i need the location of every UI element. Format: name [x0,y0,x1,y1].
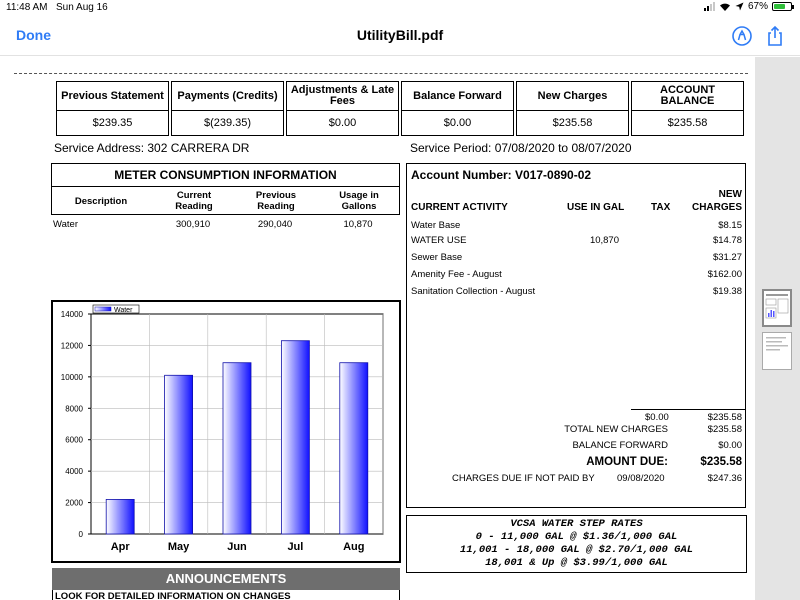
header-charges: CHARGES [691,202,742,213]
summary-value-balance-forward: $0.00 [401,110,514,136]
chart-canvas [53,302,399,561]
amount-due-label: AMOUNT DUE: [586,456,668,468]
meter-header-current-reading: Current Reading [175,190,213,212]
markup-pen-icon[interactable] [730,24,754,48]
x-tick-label: May [167,541,190,553]
status-bar [0,0,800,16]
charge-usage: 10,870 [589,235,619,246]
meter-row-usage: 10,870 [343,219,373,230]
navigation-bar [0,16,800,56]
service-address: Service Address: 302 CARRERA DR [54,141,250,155]
total-new-charges-value: $235.58 [707,424,742,435]
subtotal-divider [631,409,746,410]
y-tick-label: 12000 [60,341,83,351]
bar [106,499,134,534]
statement-summary-table [54,81,746,136]
page-thumbnail-preview-icon [764,291,790,325]
meter-header-previous-reading: Previous Reading [255,190,297,212]
charge-row [411,252,745,266]
account-activity-box [406,163,746,508]
summary-value-payments: $(239.35) [171,110,284,136]
bar [281,341,309,534]
charge-description: Sewer Base [411,252,463,263]
total-new-charges-label: TOTAL NEW CHARGES [564,424,668,435]
meter-header-usage: Usage in Gallons [339,190,379,212]
rates-line: 0 - 11,000 GAL @ $1.36/1,000 GAL [475,531,678,543]
wifi-icon [719,2,731,12]
late-charges-date: 09/08/2020 [617,473,665,484]
subtotal-amount: $235.58 [707,412,742,423]
status-indicators [704,1,792,12]
charge-amount: $14.78 [712,235,742,246]
page-thumbnail-2[interactable] [762,332,792,370]
cellular-signal-icon [704,2,715,11]
summary-header-new-charges: New Charges [516,81,629,110]
subtotal-tax: $0.00 [645,412,669,423]
amount-due-value: $235.58 [700,456,742,468]
charge-amount: $162.00 [707,269,742,280]
charge-description: Amenity Fee - August [411,269,502,280]
bar [340,363,368,534]
header-use-in-gal: USE IN GAL [567,202,625,213]
meter-header-description: Description [74,196,128,207]
announcements-title: ANNOUNCEMENTS [52,568,400,590]
rates-title: VCSA WATER STEP RATES [510,518,643,530]
x-tick-label: Apr [110,541,130,553]
charge-row [411,286,745,300]
location-arrow-icon [735,2,744,11]
pdf-page[interactable] [0,57,755,600]
x-tick-label: Jun [227,541,247,553]
summary-header-account-balance: ACCOUNT BALANCE [631,81,744,110]
legend-label: Water [114,307,133,314]
summary-header-adjustments: Adjustments & Late Fees [286,81,399,110]
balance-forward-label: BALANCE FORWARD [572,440,668,451]
y-tick-label: 6000 [65,435,83,445]
summary-value-previous-statement: $239.35 [56,110,169,136]
summary-value-new-charges: $235.58 [516,110,629,136]
bar [165,375,193,534]
charge-amount: $31.27 [712,252,742,263]
document-title: UtilityBill.pdf [356,27,444,43]
status-time: 11:48 AM [6,2,48,13]
summary-header-payments: Payments (Credits) [171,81,284,110]
late-charges-value: $247.36 [707,473,742,484]
summary-header-previous-statement: Previous Statement [56,81,169,110]
y-tick-label: 14000 [60,310,83,319]
meter-section-title: METER CONSUMPTION INFORMATION [51,163,400,187]
meter-row [51,219,400,233]
account-number: Account Number: V017-0890-02 [411,168,592,182]
service-period: Service Period: 07/08/2020 to 08/07/2020 [410,141,632,155]
status-date: Sun Aug 16 [56,2,108,13]
y-tick-label: 4000 [65,467,83,477]
battery-icon [772,2,792,11]
x-tick-label: Aug [343,541,365,553]
charge-description: Sanitation Collection - August [411,286,536,297]
charge-row [411,269,745,283]
meter-table-header [51,187,400,215]
summary-header-balance-forward: Balance Forward [401,81,514,110]
x-tick-label: Jul [287,541,304,553]
battery-percent: 67% [747,1,768,12]
rates-line: 18,001 & Up @ $3.99/1,000 GAL [485,557,668,569]
y-tick-label: 2000 [65,498,83,508]
summary-value-account-balance: $235.58 [631,110,744,136]
water-usage-chart [51,300,401,563]
charge-amount: $8.15 [718,220,742,231]
charge-row [411,220,745,234]
page-thumbnail-1[interactable] [762,289,792,327]
y-tick-label: 0 [78,530,83,539]
charge-row [411,235,745,249]
y-tick-label: 10000 [60,372,83,382]
dashed-divider [14,73,748,74]
header-new: NEW [718,189,742,200]
done-button[interactable]: Done [16,27,51,43]
header-current-activity: CURRENT ACTIVITY [411,202,508,213]
charge-amount: $19.38 [712,286,742,297]
late-charges-label: CHARGES DUE IF NOT PAID BY [452,473,595,484]
balance-forward-value: $0.00 [718,440,742,451]
bar [223,363,251,534]
page-thumbnail-preview-icon [763,333,791,369]
charge-description: WATER USE [411,235,467,246]
legend-swatch [95,307,111,311]
share-icon[interactable] [763,24,787,48]
page-thumbnail-sidebar [755,57,800,600]
meter-row-previous: 290,040 [257,219,293,230]
announcements-body: LOOK FOR DETAILED INFORMATION ON CHANGES [52,590,400,600]
summary-value-adjustments: $0.00 [286,110,399,136]
meter-row-description: Water [53,219,78,230]
charge-description: Water Base [411,220,461,231]
rates-line: 11,001 - 18,000 GAL @ $2.70/1,000 GAL [459,544,694,556]
meter-row-current: 300,910 [175,219,211,230]
y-tick-label: 8000 [65,404,83,414]
water-step-rates-box [406,515,747,573]
header-tax: TAX [651,202,671,213]
